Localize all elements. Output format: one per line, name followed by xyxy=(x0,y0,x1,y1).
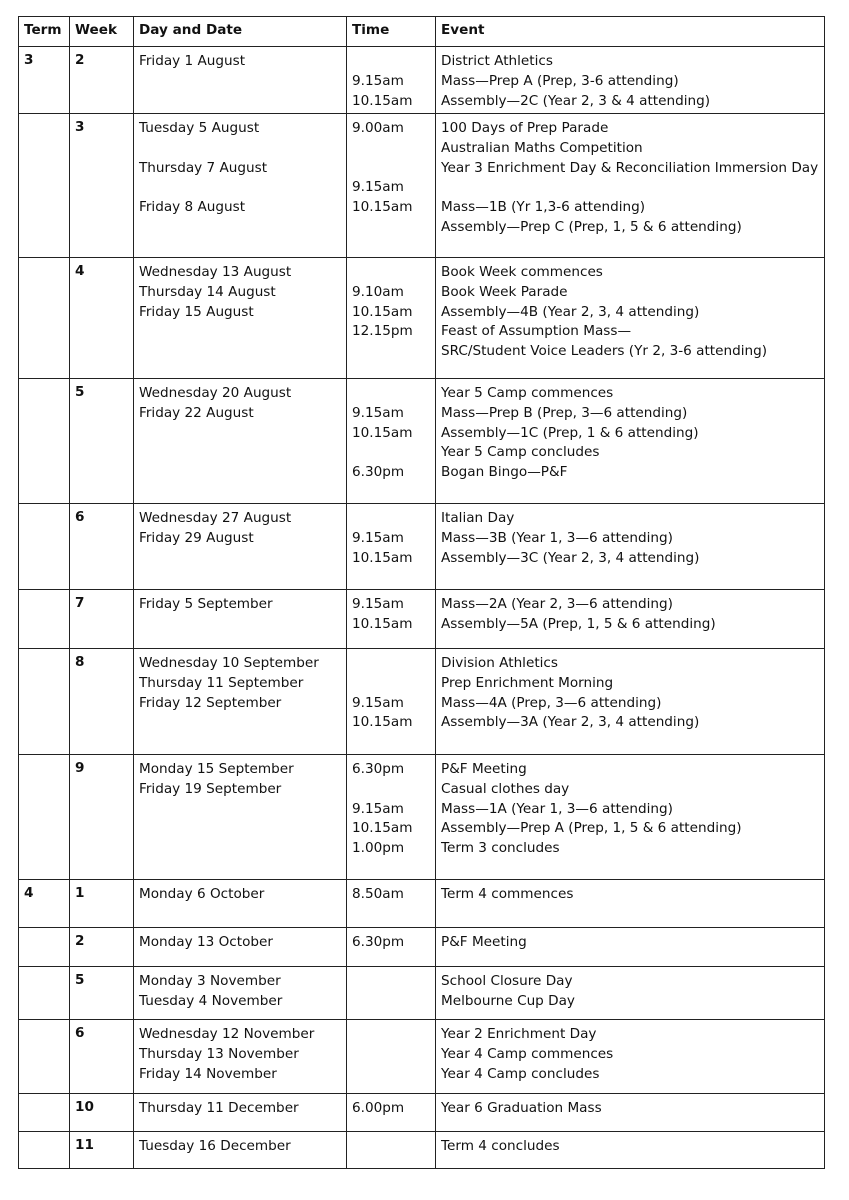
day-date-text xyxy=(139,218,341,238)
table-row xyxy=(19,1132,825,1169)
time-text xyxy=(352,218,430,238)
time-text xyxy=(352,1137,430,1157)
week-cell: 5 xyxy=(70,967,134,1020)
event-cell xyxy=(436,928,825,967)
day-date-text: Friday 22 August xyxy=(139,404,254,421)
time-text: 9.10am xyxy=(352,283,404,300)
day-date-cell xyxy=(134,379,347,504)
event-cell xyxy=(436,504,825,590)
time-text xyxy=(352,159,430,179)
time-text: 9.15am xyxy=(352,694,404,711)
day-date-text xyxy=(139,713,341,733)
event-text: Melbourne Cup Day xyxy=(441,992,575,1009)
day-date-text: Thursday 14 August xyxy=(139,283,276,300)
header-day-and-date: Day and Date xyxy=(134,17,347,47)
day-date-text xyxy=(139,139,341,159)
event-cell xyxy=(436,1132,825,1169)
week-cell: 6 xyxy=(70,1020,134,1094)
day-date-cell xyxy=(134,755,347,880)
day-date-text xyxy=(139,424,341,444)
time-text: 10.15am xyxy=(352,549,413,566)
week-cell: 10 xyxy=(70,1094,134,1132)
time-text: 6.30pm xyxy=(352,464,405,481)
day-date-cell xyxy=(134,1094,347,1132)
day-date-text: Friday 8 August xyxy=(139,199,246,216)
day-date-text: Friday 14 November xyxy=(139,1065,277,1082)
day-date-text xyxy=(139,819,341,839)
events-calendar-table xyxy=(18,16,825,1169)
header-time: Time xyxy=(347,17,436,47)
week-cell: 2 xyxy=(70,928,134,967)
day-date-text: Monday 6 October xyxy=(139,886,265,902)
term-cell xyxy=(19,1132,70,1169)
event-text: Bogan Bingo—P&F xyxy=(441,464,568,481)
week-cell: 5 xyxy=(70,379,134,504)
event-text: District Athletics xyxy=(441,53,553,69)
day-date-text: Wednesday 10 September xyxy=(139,655,319,671)
day-date-text xyxy=(139,800,341,820)
day-date-cell xyxy=(134,1020,347,1094)
event-text: Year 4 Camp commences xyxy=(441,1045,614,1062)
day-date-cell xyxy=(134,504,347,590)
event-text: School Closure Day xyxy=(441,973,573,989)
time-text: 10.15am xyxy=(352,92,413,109)
table-row xyxy=(19,590,825,649)
table-row xyxy=(19,114,825,258)
term-cell xyxy=(19,590,70,649)
event-text: Book Week Parade xyxy=(441,283,568,300)
time-text xyxy=(352,509,430,529)
event-text: Italian Day xyxy=(441,510,515,526)
time-text xyxy=(352,52,430,72)
day-date-text xyxy=(139,72,341,92)
event-text: SRC/Student Voice Leaders (Yr 2, 3-6 attending) xyxy=(441,343,768,360)
event-text: Assembly—5A (Prep, 1, 5 & 6 attending) xyxy=(441,615,716,632)
day-date-text: Wednesday 13 August xyxy=(139,264,292,280)
event-cell xyxy=(436,590,825,649)
day-date-text xyxy=(139,178,341,198)
table-row xyxy=(19,379,825,504)
term-cell xyxy=(19,114,70,258)
event-text: Book Week commences xyxy=(441,264,603,280)
event-text: Assembly—2C (Year 2, 3 & 4 attending) xyxy=(441,92,711,109)
event-text: Division Athletics xyxy=(441,655,558,671)
day-date-cell xyxy=(134,928,347,967)
table-row xyxy=(19,504,825,590)
event-cell xyxy=(436,258,825,379)
event-text: Term 4 commences xyxy=(441,886,574,902)
event-text: Year 5 Camp concludes xyxy=(441,444,600,461)
day-date-text: Thursday 11 September xyxy=(139,674,304,691)
event-text: Assembly—Prep A (Prep, 1, 5 & 6 attending) xyxy=(441,820,742,837)
day-date-text xyxy=(139,463,341,483)
event-text: 100 Days of Prep Parade xyxy=(441,120,609,136)
day-date-cell xyxy=(134,114,347,258)
event-text: Assembly—4B (Year 2, 3, 4 attending) xyxy=(441,303,700,320)
table-body xyxy=(19,47,825,1169)
table-row xyxy=(19,928,825,967)
day-date-text: Friday 12 September xyxy=(139,694,282,711)
event-cell xyxy=(436,880,825,928)
term-cell xyxy=(19,1094,70,1132)
day-date-text xyxy=(139,549,341,569)
day-date-text: Monday 13 October xyxy=(139,934,274,950)
day-date-text xyxy=(139,322,341,342)
week-cell: 4 xyxy=(70,258,134,379)
time-text: 10.15am xyxy=(352,424,413,441)
day-date-text: Wednesday 20 August xyxy=(139,385,292,401)
term-cell xyxy=(19,1020,70,1094)
time-text: 10.15am xyxy=(352,303,413,320)
time-cell xyxy=(347,1020,436,1094)
event-text: Prep Enrichment Morning xyxy=(441,674,614,691)
time-cell xyxy=(347,1094,436,1132)
time-cell xyxy=(347,47,436,114)
event-text: Term 4 concludes xyxy=(441,1138,560,1154)
time-text: 10.15am xyxy=(352,820,413,837)
table-row xyxy=(19,1020,825,1094)
time-text: 6.30pm xyxy=(352,934,405,950)
day-date-text: Wednesday 27 August xyxy=(139,510,292,526)
day-date-text xyxy=(139,443,341,463)
day-date-text: Friday 19 September xyxy=(139,780,282,797)
table-row xyxy=(19,755,825,880)
time-text: 10.15am xyxy=(352,615,413,632)
event-text: Year 5 Camp commences xyxy=(441,385,614,401)
term-cell xyxy=(19,379,70,504)
time-cell xyxy=(347,114,436,258)
time-text: 10.15am xyxy=(352,714,413,731)
time-text: 9.15am xyxy=(352,596,404,612)
day-date-cell xyxy=(134,47,347,114)
day-date-text: Thursday 13 November xyxy=(139,1045,299,1062)
event-cell xyxy=(436,379,825,504)
time-cell xyxy=(347,880,436,928)
time-text: 10.15am xyxy=(352,199,413,216)
day-date-text: Friday 29 August xyxy=(139,529,254,546)
event-text: Mass—2A (Year 2, 3—6 attending) xyxy=(441,596,673,612)
table-row xyxy=(19,47,825,114)
event-cell xyxy=(436,1094,825,1132)
time-cell xyxy=(347,590,436,649)
event-text: Feast of Assumption Mass— xyxy=(441,323,632,340)
day-date-text: Tuesday 5 August xyxy=(139,120,260,136)
day-date-text: Friday 15 August xyxy=(139,303,254,320)
table-row xyxy=(19,258,825,379)
time-text: 9.15am xyxy=(352,72,404,89)
time-text xyxy=(352,139,430,159)
day-date-cell xyxy=(134,649,347,755)
header-event: Event xyxy=(436,17,825,47)
time-cell xyxy=(347,928,436,967)
day-date-cell xyxy=(134,590,347,649)
event-text: Assembly—Prep C (Prep, 1, 5 & 6 attending) xyxy=(441,218,742,235)
event-cell xyxy=(436,47,825,114)
event-cell xyxy=(436,649,825,755)
day-date-text: Friday 5 September xyxy=(139,596,273,612)
time-text xyxy=(352,654,430,674)
time-text xyxy=(352,1025,430,1045)
term-cell: 3 xyxy=(19,47,70,114)
week-cell: 8 xyxy=(70,649,134,755)
header-term: Term xyxy=(19,17,70,47)
day-date-text: Tuesday 16 December xyxy=(139,1138,291,1154)
event-text: Assembly—3A (Year 2, 3, 4 attending) xyxy=(441,714,700,731)
day-date-text: Monday 15 September xyxy=(139,761,294,777)
event-text: Mass—Prep B (Prep, 3—6 attending) xyxy=(441,404,688,421)
time-text: 8.50am xyxy=(352,886,404,902)
event-text: Year 4 Camp concludes xyxy=(441,1065,600,1082)
event-cell xyxy=(436,114,825,258)
time-text: 6.30pm xyxy=(352,761,405,777)
event-text: Casual clothes day xyxy=(441,780,570,797)
event-text: Mass—1B (Yr 1,3-6 attending) xyxy=(441,199,646,216)
event-text: Term 3 concludes xyxy=(441,840,560,857)
time-text xyxy=(352,342,430,362)
day-date-cell xyxy=(134,1132,347,1169)
event-cell xyxy=(436,755,825,880)
term-cell xyxy=(19,967,70,1020)
term-cell: 4 xyxy=(19,880,70,928)
term-cell xyxy=(19,258,70,379)
event-cell xyxy=(436,1020,825,1094)
time-text: 12.15pm xyxy=(352,323,413,340)
week-cell: 9 xyxy=(70,755,134,880)
week-cell: 11 xyxy=(70,1132,134,1169)
day-date-text xyxy=(139,342,341,362)
time-cell xyxy=(347,258,436,379)
time-text: 9.00am xyxy=(352,120,404,136)
time-text xyxy=(352,972,430,992)
time-text: 1.00pm xyxy=(352,840,405,857)
event-text: Year 6 Graduation Mass xyxy=(441,1100,602,1116)
event-text: Mass—1A (Year 1, 3—6 attending) xyxy=(441,800,673,817)
day-date-text: Tuesday 4 November xyxy=(139,992,283,1009)
day-date-text xyxy=(139,839,341,859)
day-date-cell xyxy=(134,880,347,928)
table-row xyxy=(19,967,825,1020)
event-text: Australian Maths Competition xyxy=(441,139,643,156)
table-row xyxy=(19,649,825,755)
event-cell xyxy=(436,967,825,1020)
time-text: 6.00pm xyxy=(352,1100,405,1116)
event-text: Mass—3B (Year 1, 3—6 attending) xyxy=(441,529,673,546)
time-text: 9.15am xyxy=(352,404,404,421)
header-week: Week xyxy=(70,17,134,47)
term-cell xyxy=(19,928,70,967)
event-text: Year 3 Enrichment Day & Reconciliation Immersion Day xyxy=(441,159,819,176)
table-row xyxy=(19,1094,825,1132)
day-date-text: Monday 3 November xyxy=(139,973,281,989)
time-cell xyxy=(347,967,436,1020)
event-text: Assembly—1C (Prep, 1 & 6 attending) xyxy=(441,424,699,441)
week-cell: 3 xyxy=(70,114,134,258)
time-cell xyxy=(347,504,436,590)
event-text: Assembly—3C (Year 2, 3, 4 attending) xyxy=(441,549,700,566)
time-cell xyxy=(347,379,436,504)
time-text xyxy=(352,443,430,463)
day-date-text: Friday 1 August xyxy=(139,53,246,69)
time-text: 9.15am xyxy=(352,800,404,817)
table-row xyxy=(19,880,825,928)
day-date-cell xyxy=(134,258,347,379)
table-header-row xyxy=(19,17,825,47)
time-text xyxy=(352,384,430,404)
event-text: P&F Meeting xyxy=(441,934,527,950)
term-cell xyxy=(19,649,70,755)
day-date-text: Thursday 11 December xyxy=(139,1100,299,1116)
event-text: Mass—4A (Prep, 3—6 attending) xyxy=(441,694,662,711)
week-cell: 7 xyxy=(70,590,134,649)
time-text: 9.15am xyxy=(352,179,404,196)
time-cell xyxy=(347,649,436,755)
event-text: Mass—Prep A (Prep, 3-6 attending) xyxy=(441,72,679,89)
week-cell: 1 xyxy=(70,880,134,928)
time-text xyxy=(352,780,430,800)
event-text: Year 2 Enrichment Day xyxy=(441,1026,597,1042)
event-text: P&F Meeting xyxy=(441,761,527,777)
week-cell: 6 xyxy=(70,504,134,590)
time-cell xyxy=(347,1132,436,1169)
day-date-text: Thursday 7 August xyxy=(139,159,268,176)
time-text xyxy=(352,263,430,283)
term-cell xyxy=(19,504,70,590)
week-cell: 2 xyxy=(70,47,134,114)
day-date-text: Wednesday 12 November xyxy=(139,1026,315,1042)
day-date-text xyxy=(139,92,341,112)
day-date-cell xyxy=(134,967,347,1020)
time-text xyxy=(352,674,430,694)
term-cell xyxy=(19,755,70,880)
time-text: 9.15am xyxy=(352,529,404,546)
time-cell xyxy=(347,755,436,880)
day-date-text xyxy=(139,615,341,635)
